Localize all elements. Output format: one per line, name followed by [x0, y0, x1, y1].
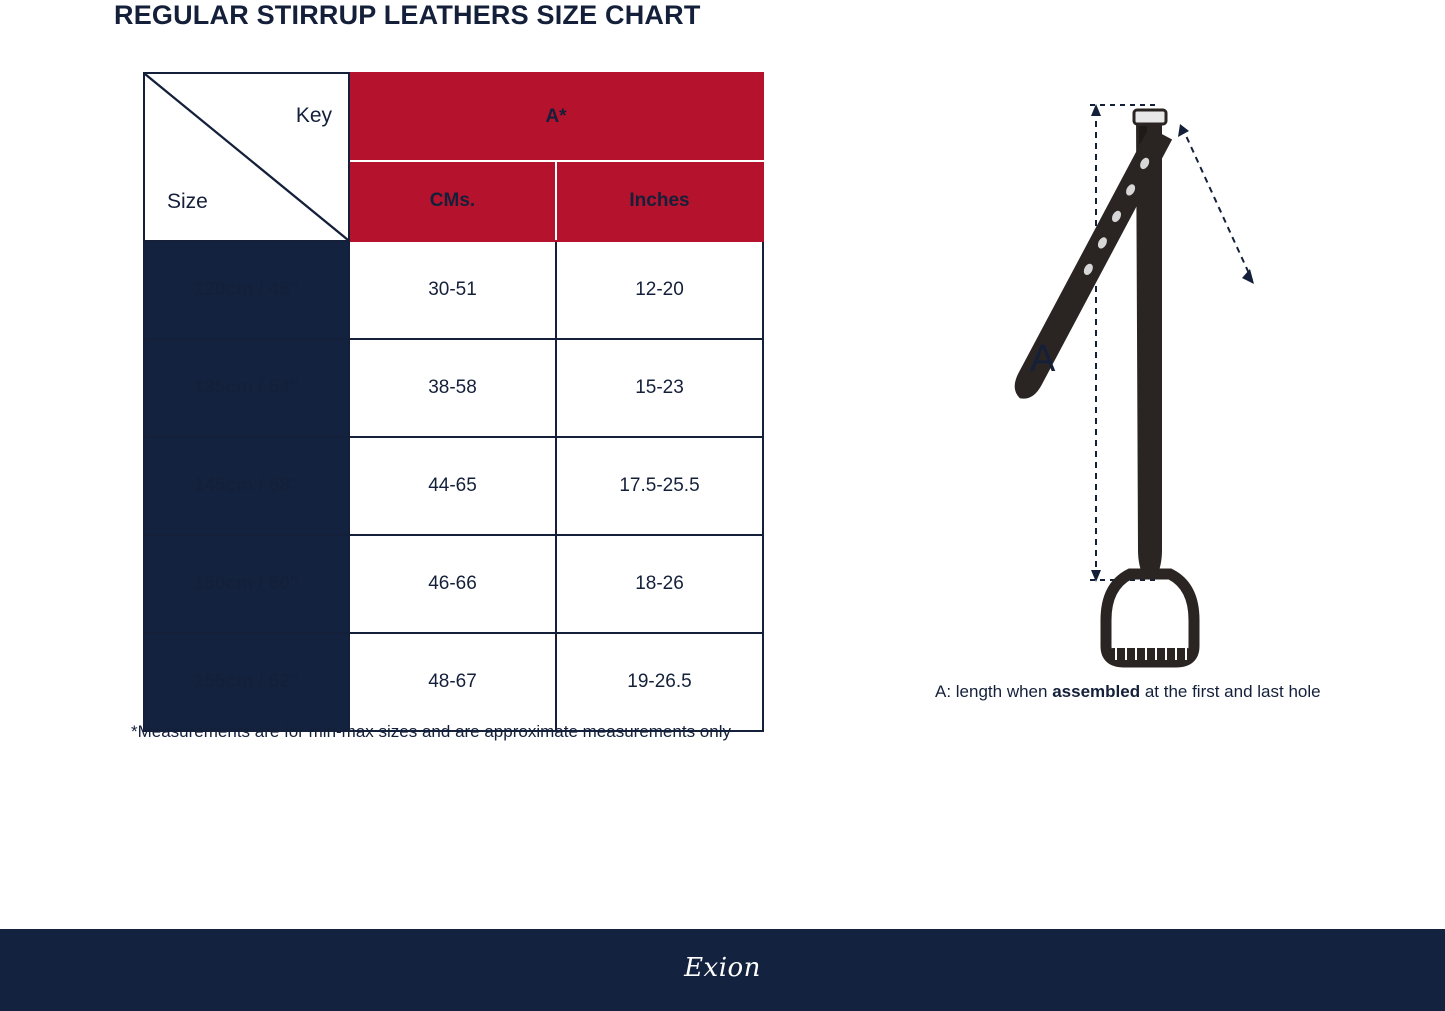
- row-cm: 44-65: [349, 437, 556, 535]
- key-label: Key: [295, 104, 332, 127]
- row-inches: 17.5-25.5: [556, 437, 763, 535]
- table-row: [144, 241, 763, 339]
- row-inches: 18-26: [556, 535, 763, 633]
- caption-prefix: A: length when: [935, 682, 1053, 701]
- table-row: [144, 633, 763, 731]
- subheader-inches: Inches: [556, 161, 763, 241]
- row-size: 145cm / 58": [144, 437, 349, 535]
- size-chart-table: [143, 72, 764, 732]
- row-inches: 19-26.5: [556, 633, 763, 731]
- row-size: 150cm / 60": [144, 535, 349, 633]
- row-cm: 38-58: [349, 339, 556, 437]
- table-row: [144, 535, 763, 633]
- stirrup-leather-illustration-icon: [930, 80, 1360, 680]
- row-cm: 48-67: [349, 633, 556, 731]
- diagonal-divider-icon: [145, 74, 348, 240]
- row-cm: 30-51: [349, 241, 556, 339]
- measurement-footnote: *Measurements are for min-max sizes and are approximate measurements only: [131, 722, 731, 741]
- row-cm: 46-66: [349, 535, 556, 633]
- diagram-dimension-letter: A: [1030, 338, 1056, 380]
- table-row: [144, 339, 763, 437]
- diagram-caption: [935, 682, 1321, 702]
- row-size: 155cm / 62": [144, 633, 349, 731]
- size-label: Size: [167, 190, 208, 213]
- caption-bold: assembled: [1052, 682, 1141, 701]
- table-row: [144, 437, 763, 535]
- page-title: REGULAR STIRRUP LEATHERS SIZE CHART: [114, 0, 701, 30]
- table-header-row: [144, 73, 763, 161]
- subheader-cms: CMs.: [349, 161, 556, 241]
- stirrup-leather-diagram: [930, 80, 1360, 680]
- group-header-a: A*: [349, 73, 763, 161]
- key-size-diagonal-cell: [144, 73, 349, 241]
- brand-logo: Exion: [684, 953, 761, 983]
- row-inches: 12-20: [556, 241, 763, 339]
- row-size: 135cm / 54“: [144, 339, 349, 437]
- row-inches: 15-23: [556, 339, 763, 437]
- row-size: 120cm / 48": [144, 241, 349, 339]
- caption-suffix: at the first and last hole: [1140, 682, 1321, 701]
